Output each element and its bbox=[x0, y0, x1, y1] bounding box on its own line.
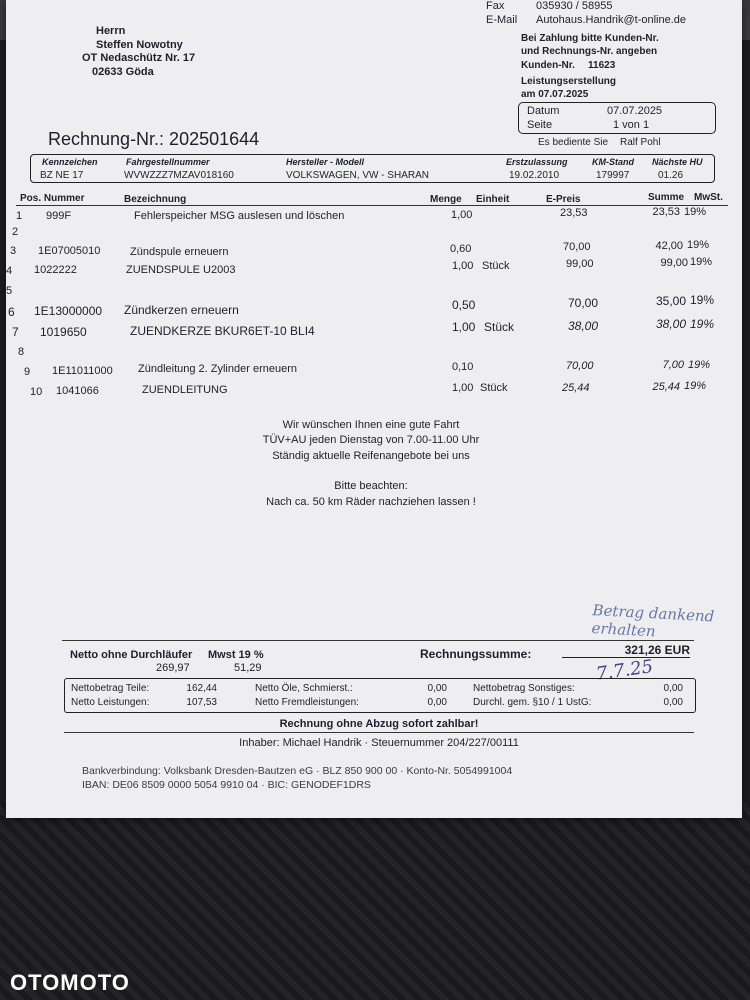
sonstiges-label: Nettobetrag Sonstiges: bbox=[473, 683, 575, 694]
invoice-info-box bbox=[518, 102, 716, 134]
item-sum: 38,00 bbox=[655, 317, 686, 331]
service-date: am 07.07.2025 bbox=[521, 89, 589, 100]
item-description: Zündspule erneuern bbox=[130, 246, 229, 258]
vehicle-model: VOLKSWAGEN, VW - SHARAN bbox=[286, 170, 429, 181]
invoice-title: Rechnung-Nr.: 202501644 bbox=[48, 129, 260, 149]
mwst-value: 51,29 bbox=[234, 662, 262, 674]
item-number: 1022222 bbox=[34, 264, 77, 276]
message-line2: TÜV+AU jeden Dienstag von 7.00-11.00 Uhr bbox=[262, 434, 480, 446]
item-description: Zündleitung 2. Zylinder erneuern bbox=[138, 363, 297, 375]
item-description: ZUENDSPULE U2003 bbox=[126, 264, 236, 276]
page-value: 1 von 1 bbox=[613, 119, 650, 131]
sonstiges-value: 0,00 bbox=[663, 683, 683, 694]
item-sum: 99,00 bbox=[660, 257, 688, 269]
email-label: E-Mail bbox=[486, 14, 518, 26]
item-qty: 1,00 bbox=[452, 320, 476, 334]
item-qty: 0,10 bbox=[452, 361, 474, 373]
item-pos: 3 bbox=[10, 245, 17, 257]
col-header-vat: MwSt. bbox=[694, 192, 723, 203]
owner-line: Inhaber: Michael Handrik · Steuernummer 204/227/00111 bbox=[239, 737, 519, 749]
item-qty: 0,50 bbox=[452, 298, 476, 312]
item-price: 25,44 bbox=[562, 382, 590, 394]
item-price: 23,53 bbox=[560, 207, 588, 219]
item-pos: 7 bbox=[12, 325, 19, 339]
handwritten-signature: 7.7.25 bbox=[594, 656, 655, 685]
invoice-document bbox=[6, 0, 742, 818]
item-pos: 2 bbox=[12, 226, 19, 238]
date-label: Datum bbox=[527, 105, 560, 117]
recipient-city: 02633 Göda bbox=[92, 66, 154, 78]
item-description: Fehlerspeicher MSG auslesen und löschen bbox=[134, 210, 345, 222]
bank-line1: Bankverbindung: Volksbank Dresden-Bautzen eG · BLZ 850 900 00 · Konto-Nr. 5054991004 bbox=[82, 765, 513, 777]
vehicle-header-plate: Kennzeichen bbox=[42, 157, 98, 167]
vehicle-km: 179997 bbox=[596, 170, 630, 181]
message-line3: Ständig aktuelle Reifenangebote bei uns bbox=[272, 450, 470, 462]
item-sum: 7,00 bbox=[662, 359, 684, 371]
item-sum: 25,44 bbox=[652, 381, 680, 393]
item-number: 1E11011000 bbox=[52, 365, 113, 377]
item-unit: Stück bbox=[484, 320, 515, 334]
item-number: 999F bbox=[46, 210, 72, 222]
vehicle-header-hu: Nächste HU bbox=[652, 157, 703, 167]
durchlaeufer-value: 0,00 bbox=[663, 697, 683, 708]
item-vat: 19% bbox=[687, 239, 710, 251]
item-unit: Stück bbox=[482, 260, 510, 272]
notice-line2: und Rechnungs-Nr. angeben bbox=[521, 46, 658, 57]
item-sum: 35,00 bbox=[655, 294, 686, 308]
otomoto-watermark: OTOMOTO bbox=[10, 970, 130, 995]
item-pos: 4 bbox=[6, 265, 13, 277]
leistungen-value: 107,53 bbox=[186, 697, 217, 708]
vehicle-header-model: Hersteller - Modell bbox=[286, 157, 365, 167]
message-line4: Bitte beachten: bbox=[334, 480, 408, 492]
item-description: ZUENDLEITUNG bbox=[142, 384, 228, 396]
col-header-price: E-Preis bbox=[546, 194, 581, 205]
netto-label: Netto ohne Durchläufer bbox=[70, 649, 193, 661]
served-by-label: Es bediente Sie bbox=[538, 137, 609, 148]
recipient-street: OT Nedaschütz Nr. 17 bbox=[82, 52, 196, 64]
item-price: 38,00 bbox=[568, 319, 599, 333]
item-qty: 1,00 bbox=[452, 260, 474, 272]
item-price: 70,00 bbox=[566, 360, 594, 372]
fremd-label: Netto Fremdleistungen: bbox=[255, 697, 359, 708]
paid-stamp: Betrag dankend erhalten bbox=[591, 601, 715, 641]
recipient-name: Steffen Nowotny bbox=[96, 39, 183, 51]
item-vat: 19% bbox=[688, 359, 711, 371]
served-by-name: Ralf Pohl bbox=[620, 137, 661, 148]
vehicle-header-km: KM-Stand bbox=[592, 157, 634, 167]
breakdown-box bbox=[64, 678, 696, 713]
notice-line1: Bei Zahlung bitte Kunden-Nr. bbox=[521, 33, 659, 44]
col-header-qty: Menge bbox=[430, 194, 462, 205]
vehicle-header-registration: Erstzulassung bbox=[506, 157, 568, 167]
payment-note: Rechnung ohne Abzug sofort zahlbar! bbox=[279, 718, 479, 730]
vehicle-header-vin: Fahrgestellnummer bbox=[126, 157, 210, 167]
fax-number: 035930 / 58955 bbox=[536, 0, 613, 12]
item-qty: 0,60 bbox=[450, 243, 472, 255]
vehicle-hu: 01.26 bbox=[658, 170, 684, 181]
item-number: 1E07005010 bbox=[38, 245, 101, 257]
item-price: 70,00 bbox=[563, 241, 591, 253]
item-description: Zündkerzen erneuern bbox=[124, 303, 239, 317]
item-number: 1041066 bbox=[56, 385, 99, 397]
item-pos: 6 bbox=[8, 305, 15, 319]
item-qty: 1,00 bbox=[452, 382, 474, 394]
item-pos: 8 bbox=[18, 346, 25, 358]
vehicle-plate: BZ NE 17 bbox=[40, 170, 84, 181]
item-pos: 5 bbox=[6, 285, 13, 297]
payment-note-rule bbox=[64, 732, 694, 733]
mwst-label: Mwst 19 % bbox=[208, 649, 264, 661]
service-label: Leistungserstellung bbox=[521, 76, 617, 87]
item-vat: 19% bbox=[690, 317, 715, 331]
item-description: ZUENDKERZE BKUR6ET-10 BLI4 bbox=[130, 324, 315, 338]
leistungen-label: Netto Leistungen: bbox=[71, 697, 150, 708]
item-vat: 19% bbox=[684, 380, 707, 392]
item-vat: 19% bbox=[690, 293, 715, 307]
teile-label: Nettobetrag Teile: bbox=[71, 683, 150, 694]
invoice-sum-label: Rechnungssumme: bbox=[420, 647, 532, 661]
item-pos: 10 bbox=[30, 386, 43, 398]
col-header-desc: Bezeichnung bbox=[124, 194, 187, 205]
vehicle-registration: 19.02.2010 bbox=[509, 170, 560, 181]
date-value: 07.07.2025 bbox=[607, 105, 663, 117]
col-header-pos: Pos. Nummer bbox=[20, 193, 85, 204]
email-address: Autohaus.Handrik@t-online.de bbox=[536, 14, 686, 26]
totals-top-rule bbox=[62, 640, 694, 641]
item-price: 99,00 bbox=[566, 258, 594, 270]
page-label: Seite bbox=[527, 119, 553, 131]
bank-line2: IBAN: DE06 8509 0000 5054 9910 04 · BIC: GENODEF1DRS bbox=[82, 779, 371, 791]
item-sum: 42,00 bbox=[655, 240, 683, 252]
invoice-sum-value: 321,26 EUR bbox=[562, 644, 690, 658]
fax-label: Fax bbox=[486, 0, 505, 12]
durchlaeufer-label: Durchl. gem. §10 / 1 UstG: bbox=[473, 697, 592, 708]
item-sum: 23,53 bbox=[652, 206, 680, 218]
item-vat: 19% bbox=[690, 256, 713, 268]
oele-label: Netto Öle, Schmierst.: bbox=[255, 683, 353, 694]
teile-value: 162,44 bbox=[186, 683, 217, 694]
customer-no: 11623 bbox=[588, 60, 616, 71]
item-number: 1E13000000 bbox=[34, 304, 103, 318]
item-unit: Stück bbox=[480, 382, 508, 394]
item-number: 1019650 bbox=[40, 325, 87, 339]
customer-no-label: Kunden-Nr. bbox=[521, 60, 575, 71]
vehicle-vin: WVWZZZ7MZAV018160 bbox=[124, 170, 234, 181]
col-header-sum: Summe bbox=[648, 192, 685, 203]
item-qty: 1,00 bbox=[451, 209, 473, 221]
recipient-salutation: Herrn bbox=[96, 25, 126, 37]
fremd-value: 0,00 bbox=[427, 697, 447, 708]
oele-value: 0,00 bbox=[427, 683, 447, 694]
item-pos: 9 bbox=[24, 366, 31, 378]
col-header-unit: Einheit bbox=[476, 194, 510, 205]
message-line1: Wir wünschen Ihnen eine gute Fahrt bbox=[282, 419, 460, 431]
netto-value: 269,97 bbox=[156, 662, 190, 674]
item-vat: 19% bbox=[684, 206, 707, 218]
item-price: 70,00 bbox=[568, 296, 599, 310]
item-pos: 1 bbox=[16, 210, 23, 222]
table-header-rule bbox=[16, 205, 728, 206]
message-line5: Nach ca. 50 km Räder nachziehen lassen ! bbox=[266, 496, 476, 508]
